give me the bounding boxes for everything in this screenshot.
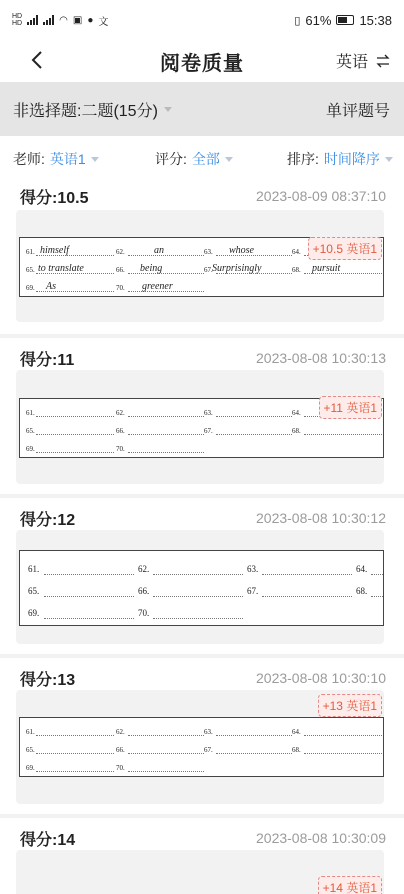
question-number: 61.: [28, 564, 40, 574]
answer-image[interactable]: [16, 370, 384, 484]
question-number: 68.: [356, 586, 368, 596]
question-number: 65.: [28, 586, 40, 596]
question-number: 66.: [116, 266, 125, 274]
hd-icon: HD HD: [12, 13, 23, 27]
answer-image[interactable]: [16, 690, 384, 804]
answer-image[interactable]: [16, 210, 384, 322]
question-number: 70.: [116, 764, 125, 772]
handwritten-answer: pursuit: [312, 263, 341, 274]
timestamp: 2023-08-08 10:30:13: [256, 350, 386, 366]
filter-bar: [0, 136, 404, 176]
timestamp: 2023-08-09 08:37:10: [256, 188, 386, 204]
question-number: 61.: [26, 728, 35, 736]
subject-label: 英语: [335, 54, 368, 71]
question-number: 62.: [116, 728, 125, 736]
question-number: 67.: [247, 586, 259, 596]
graded-card[interactable]: [0, 658, 404, 814]
handwritten-answer: an: [154, 245, 164, 256]
score-label: 得分:11: [20, 351, 75, 369]
question-number: 70.: [116, 284, 125, 292]
handwritten-answer: to translate: [38, 263, 84, 274]
answer-sheet: [19, 717, 384, 777]
question-number: 63.: [204, 409, 213, 417]
graded-card[interactable]: [0, 498, 404, 654]
grade-filter-value: 全部: [191, 151, 220, 167]
app-notification-icon: ▣: [72, 14, 83, 26]
back-arrow-icon[interactable]: [26, 48, 50, 72]
question-name: 非选择题:二题(15分): [13, 102, 158, 120]
question-number: 67.: [204, 427, 213, 435]
question-number: 65.: [26, 746, 35, 754]
graded-card[interactable]: [0, 176, 404, 334]
question-selector[interactable]: [13, 98, 172, 121]
question-number: 61.: [26, 248, 35, 256]
question-number: 66.: [116, 427, 125, 435]
question-number: 64.: [292, 248, 301, 256]
sort-filter-value: 时间降序: [323, 151, 380, 167]
subject-switch[interactable]: [336, 49, 390, 72]
question-number: 64.: [292, 409, 301, 417]
grade-filter[interactable]: [155, 149, 233, 169]
question-number: 63.: [247, 564, 259, 574]
clock: 15:38: [359, 12, 392, 28]
page-title: 阅卷质量: [160, 52, 244, 75]
chevron-down-icon: [164, 107, 172, 112]
switch-icon: [376, 54, 390, 68]
question-number: 65.: [26, 427, 35, 435]
wifi-icon: ◠: [59, 14, 68, 26]
handwritten-answer: himself: [40, 245, 69, 256]
teacher-filter[interactable]: [13, 149, 99, 169]
question-number: 66.: [116, 746, 125, 754]
chevron-down-icon: [385, 157, 393, 162]
grade-filter-label: 评分:: [155, 151, 187, 167]
question-number: 67.: [204, 746, 213, 754]
question-number: 62.: [138, 564, 150, 574]
question-number: 61.: [26, 409, 35, 417]
translate-icon: 文: [98, 16, 109, 28]
signal-icon: [27, 15, 38, 25]
score-badge: +11 英语1: [319, 396, 382, 419]
score-badge: +13 英语1: [318, 694, 382, 717]
score-label: 得分:10.5: [20, 189, 89, 207]
question-number: 63.: [204, 728, 213, 736]
vibrate-icon: ▯: [294, 14, 301, 27]
question-number: 62.: [116, 248, 125, 256]
status-bar: [0, 0, 404, 40]
battery-icon: [336, 15, 354, 25]
question-number: 62.: [116, 409, 125, 417]
question-number: 70.: [138, 608, 150, 618]
answer-sheet: [19, 550, 384, 626]
answer-image[interactable]: [16, 850, 384, 894]
question-number: 66.: [138, 586, 150, 596]
score-badge: +14 英语1: [318, 876, 382, 894]
score-label: 得分:13: [20, 671, 76, 689]
question-number: 64.: [292, 728, 301, 736]
teacher-filter-value: 英语1: [49, 151, 86, 167]
sort-filter[interactable]: [287, 149, 393, 169]
timestamp: 2023-08-08 10:30:10: [256, 670, 386, 686]
handwritten-answer: greener: [142, 281, 173, 292]
status-icons: [12, 13, 108, 28]
signal-icon-2: [43, 15, 54, 25]
question-number: 65.: [26, 266, 35, 274]
message-icon: ●: [87, 14, 94, 26]
question-number: 68.: [292, 427, 301, 435]
question-number: 64.: [356, 564, 368, 574]
question-bar: [0, 82, 404, 136]
question-number: 69.: [26, 764, 35, 772]
question-number: 63.: [204, 248, 213, 256]
battery-percent: 61%: [305, 12, 332, 28]
answer-image[interactable]: [16, 530, 384, 644]
graded-card[interactable]: [0, 818, 404, 894]
sort-filter-label: 排序:: [287, 151, 319, 167]
scoring-mode[interactable]: 单评题号: [325, 102, 390, 120]
handwritten-answer: As: [46, 281, 56, 292]
chevron-down-icon: [225, 157, 233, 162]
graded-card[interactable]: [0, 338, 404, 494]
handwritten-answer: Surprisingly: [212, 263, 262, 274]
timestamp: 2023-08-08 10:30:12: [256, 510, 386, 526]
question-number: 67.: [204, 266, 213, 274]
score-label: 得分:14: [20, 831, 76, 849]
nav-bar: [0, 40, 404, 82]
teacher-filter-label: 老师:: [13, 151, 45, 167]
question-number: 69.: [26, 284, 35, 292]
question-number: 69.: [26, 445, 35, 453]
handwritten-answer: being: [140, 263, 163, 274]
handwritten-answer: whose: [229, 245, 254, 256]
score-badge: +10.5 英语1: [308, 237, 382, 260]
timestamp: 2023-08-08 10:30:09: [256, 830, 386, 846]
chevron-down-icon: [91, 157, 99, 162]
question-number: 69.: [28, 608, 40, 618]
question-number: 68.: [292, 266, 301, 274]
question-number: 68.: [292, 746, 301, 754]
question-number: 70.: [116, 445, 125, 453]
score-label: 得分:12: [20, 511, 76, 529]
